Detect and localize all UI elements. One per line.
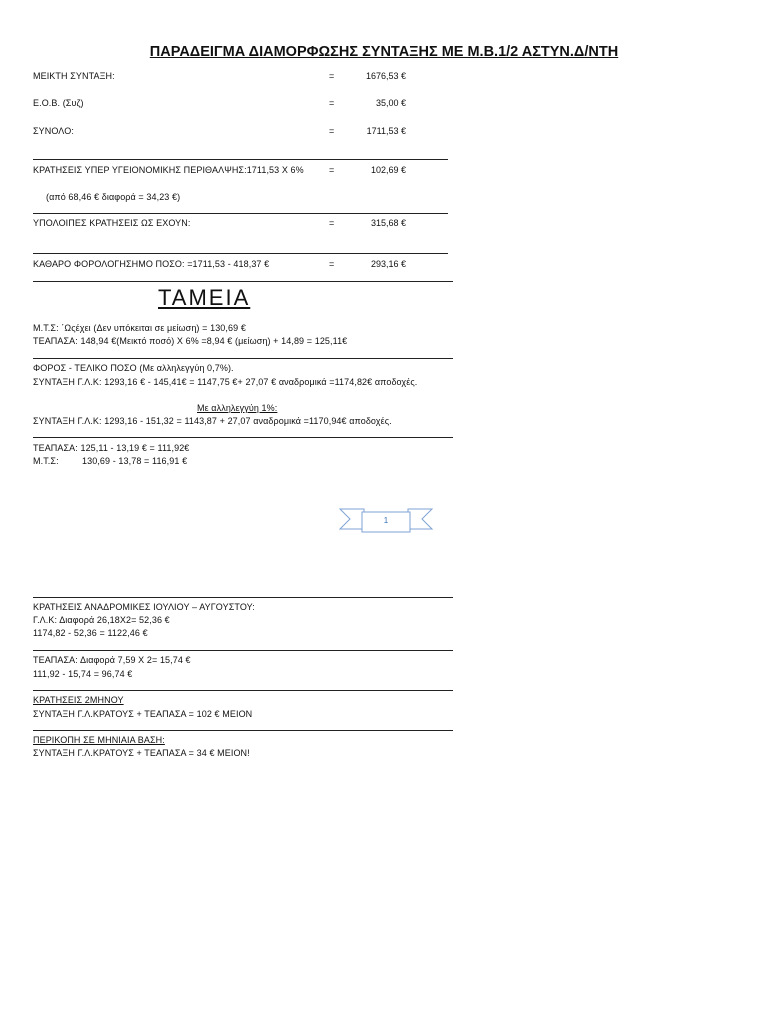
teapasa-difference: ΤΕΑΠΑΣΑ: Διαφορά 7,59 Χ 2= 15,74 € (33, 655, 191, 665)
divider (33, 159, 448, 160)
row-eq-synolo: = (329, 126, 335, 136)
row-label-mikti: ΜΕΙΚΤΗ ΣΥΝΤΑΞΗ: (33, 71, 115, 81)
divider (33, 213, 448, 214)
row-amount-eob: 35,00 € (375, 98, 406, 108)
tameia-teapasa-2: ΤΕΑΠΑΣΑ: 125,11 - 13,19 € = 111,92€ (33, 443, 190, 453)
divider (33, 730, 453, 731)
glk-calculation: 1174,82 - 52,36 = 1122,46 € (33, 628, 148, 638)
row-label-ygeionomiki: ΚΡΑΤΗΣΕΙΣ ΥΠΕΡ ΥΓΕΙΟΝΟΜΙΚΗΣ ΠΕΡΙΘΑΛΨΗΣ:1711,53 Χ 6% (33, 165, 304, 175)
row-eq-eob: = (329, 98, 335, 108)
note-difference: (από 68,46 € διαφορά = 34,23 €) (46, 192, 181, 202)
divider (33, 650, 453, 651)
row-amount-mikti: 1676,53 € (365, 71, 406, 81)
row-eq-katharo: = (329, 259, 335, 269)
tameia-mts-2-value: 130,69 - 13,78 = 116,91 € (82, 456, 188, 466)
row-label-eob: Ε.Ο.Β. (Συζ) (33, 98, 84, 108)
tameia-mts: Μ.Τ.Σ: ΄Ωςέχει (Δεν υπόκειται σε μείωση) = 130,69 € (33, 323, 246, 333)
divider (33, 690, 453, 691)
row-eq-ypoloipes: = (329, 218, 335, 228)
page-number: 1 (383, 516, 389, 525)
row-eq-mikti: = (329, 71, 335, 81)
section-heading-tameia: ΤΑΜΕΙΑ (158, 285, 251, 310)
divider (33, 597, 453, 598)
dimino-heading: ΚΡΑΤΗΣΕΙΣ 2ΜΗΝΟΥ (33, 695, 124, 705)
allileggyi-heading: Με αλληλεγγύη 1%: (197, 403, 278, 413)
tameia-syntaxi-1: ΣΥΝΤΑΞΗ Γ.Λ.Κ: 1293,16 € - 145,41€ = 1147,75 €+ 27,07 € αναδρομικά =1174,82€ αποδοχές. (33, 377, 418, 387)
row-eq-ygeionomiki: = (329, 165, 335, 175)
divider (33, 281, 453, 282)
page-number-badge (338, 505, 434, 535)
row-amount-synolo: 1711,53 € (366, 126, 406, 136)
tameia-foros: ΦΟΡΟΣ - ΤΕΛΙΚΟ ΠΟΣΟ (Με αλληλεγγύη 0,7%). (33, 363, 234, 373)
dimino-text: ΣΥΝΤΑΞΗ Γ.Λ.ΚΡΑΤΟΥΣ + ΤΕΑΠΑΣΑ = 102 € ΜΕΙΟΝ (33, 709, 253, 719)
monthly-text: ΣΥΝΤΑΞΗ Γ.Λ.ΚΡΑΤΟΥΣ + ΤΕΑΠΑΣΑ = 34 € ΜΕΙΟΝ! (33, 748, 250, 758)
monthly-heading: ΠΕΡΙΚΟΠΗ ΣΕ ΜΗΝΙΑΙΑ ΒΑΣΗ: (33, 735, 165, 745)
divider (33, 437, 453, 438)
row-amount-ygeionomiki: 102,69 € (370, 165, 406, 175)
divider (33, 358, 453, 359)
teapasa-calculation: 111,92 - 15,74 = 96,74 € (33, 669, 133, 679)
row-amount-katharo: 293,16 € (370, 259, 406, 269)
tameia-syntaxi-2: ΣΥΝΤΑΞΗ Γ.Λ.Κ: 1293,16 - 151,32 = 1143,87 + 27,07 αναδρομικά =1170,94€ αποδοχές. (33, 416, 392, 426)
divider (33, 253, 448, 254)
kratiseis-anadromikes-heading: ΚΡΑΤΗΣΕΙΣ ΑΝΑΔΡΟΜΙΚΕΣ ΙΟΥΛΙΟΥ – ΑΥΓΟΥΣΤΟΥ: (33, 602, 255, 612)
tameia-teapasa: ΤΕΑΠΑΣΑ: 148,94 €(Μεικτό ποσό) Χ 6% =8,94 € (μείωση) + 14,89 = 125,11€ (33, 336, 348, 346)
row-label-ypoloipes: ΥΠΟΛΟΙΠΕΣ ΚΡΑΤΗΣΕΙΣ ΩΣ ΕΧΟΥΝ: (33, 218, 191, 228)
row-label-synolo: ΣΥΝΟΛΟ: (33, 126, 74, 136)
page-title: ΠΑΡΑΔΕΙΓΜΑ ΔΙΑΜΟΡΦΩΣΗΣ ΣΥΝΤΑΞΗΣ ΜΕ Μ.Β.1/2 ΑΣΤΥΝ.Δ/ΝΤΗ (149, 44, 619, 60)
row-label-katharo: ΚΑΘΑΡΟ ΦΟΡΟΛΟΓΗΣΗΜΟ ΠΟΣΟ: =1711,53 - 418,37 € (33, 259, 270, 269)
row-amount-ypoloipes: 315,68 € (370, 218, 406, 228)
glk-difference: Γ.Λ.Κ: Διαφορά 26,18Χ2= 52,36 € (33, 615, 170, 625)
tameia-mts-2-label: Μ.Τ.Σ: (33, 456, 59, 466)
